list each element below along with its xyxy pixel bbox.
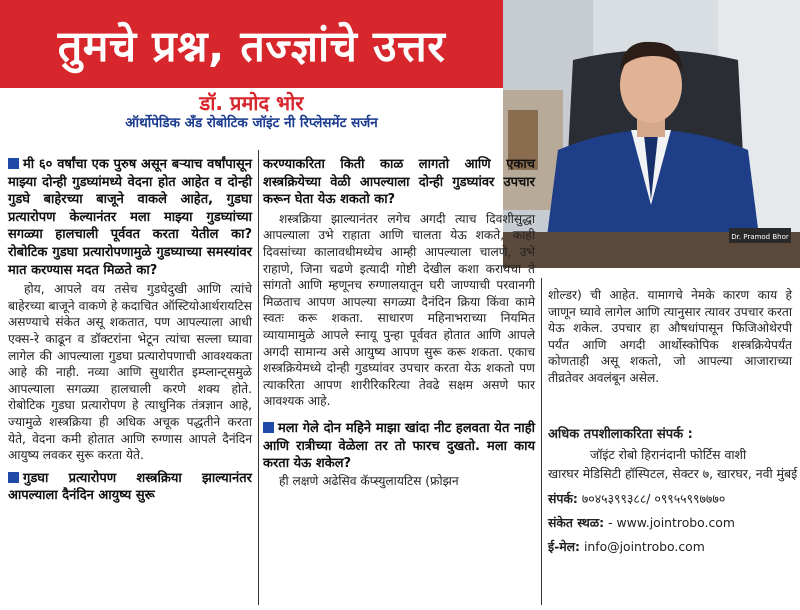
square-bullet-icon	[8, 472, 19, 483]
column-3	[548, 287, 792, 387]
headline-banner	[0, 0, 503, 88]
doctor-designation: ऑर्थोपेडिक अँड रोबोटिक जॉइंट नी रिप्लेसमेंट सर्जन	[125, 115, 378, 131]
column-1	[8, 156, 252, 505]
square-bullet-icon	[8, 158, 19, 169]
contact-email-row	[548, 537, 798, 557]
contact-heading: अधिक तपशीलाकरिता संपर्क :	[548, 427, 693, 442]
contact-phone-row	[548, 489, 798, 509]
website-label: संकेत स्थळ:	[548, 515, 605, 530]
desk-nameplate: Dr. Pramod Bhor	[731, 233, 789, 241]
email-link[interactable]: info@jointrobo.com	[583, 539, 705, 554]
contact-hospital: जॉइंट रोबो हिरानंदानी फोर्टिस वाशी	[590, 447, 747, 462]
answer-2: शस्त्रक्रिया झाल्यानंतर लगेच अगदी त्याच दिवशीसुद्धा आपल्याला उभे राहाता आणि चालता येऊ शकते, काही दिवसांच्या कालावधीमध्येच आम्ही आपल्याला चालणे, उभे राहाणे, जिना चढणे इत्यादी गोष्टी देखील कशा करायचा ते सांगतो आणि म्हणूनच रुग्णालयातून घरी जाण्याची परवानगी मिळताच आपण आपल्या सगळ्या दैनंदिन क्रिया किंवा कामे स्वतः करू शकता. साधारण महिनाभराच्या नियमित व्यायामामुळे आपले स्नायू पुन्हा पूर्ववत होतात आणि आपले अगदी सामान्य असे आयुष्य आपण सुरू करू शकता. एकाच शस्त्रक्रियेमध्ये दोन्ही गुडघ्यांवर उपचार करता येऊ शकतो पण त्याकरिता आपण शारीरिकरित्या तेवढे सक्षम असणे फार आवश्यक आहे.	[263, 211, 535, 409]
doctor-photo	[503, 0, 800, 268]
phone-label: संपर्क:	[548, 491, 578, 506]
contact-address: खारघर मेडिसिटी हॉस्पिटल, सेक्टर ७, खारघर, नवी मुंबई	[548, 466, 798, 481]
answer-3-continued: शोल्डर) ची आहेत. यामागचे नेमके कारण काय हे जाणून घ्यावे लागेल आणि त्यानुसार त्यावर उपचार करता येऊ शकेल. उपचार हा औषधांपासून फिजिओथेरपी पर्यंत आणि अगदी आर्थोस्कोपिक शस्त्रक्रियेपर्यंत कोणताही असू शकतो, जो आपल्या आजाराच्या तीव्रतेवर अवलंबून असेल.	[548, 288, 792, 385]
question-2-continued: करण्याकरिता किती काळ लागतो आणि एकाच शस्त्रक्रियेच्या वेळी आपल्याला दोन्ही गुडघ्यांवर उपचार करून घेता येऊ शकतो का?	[263, 157, 535, 208]
column-divider	[258, 150, 259, 605]
answer-1: होय, आपले वय तसेच गुडघेदुखी आणि त्यांचे बाहेरच्या बाजूने वाकणे हे कदाचित ऑस्टियोआर्थरायटिस असण्याचे संकेत असू शकतात, पण आपल्याला आधी एक्स-रे काढून व डॉक्टरांना भेटून त्यांचा सल्ला घ्यावा लागेल की आपल्याला गुडघा प्रत्यारोपणाची आवश्यकता आहे की नाही. नव्या आणि सुधारीत इम्प्लान्ट्समुळे आपल्याला सगळ्या हालचाली करणे शक्य होते. रोबोटिक गुडघा प्रत्यारोपण हे त्याधुनिक तंत्रज्ञान आहे, ज्यामुळे शस्त्रक्रिया ही अधिक अचूक पद्धतीने करता येते, वेदना कमी होतात आणि रुग्णास आपले दैनंदिन आयुष्य लवकर सुरू करता येते.	[8, 282, 252, 463]
square-bullet-icon	[263, 422, 274, 433]
headline-title: तुमचे प्रश्न, तज्ज्ञांचे उत्तर	[57, 21, 446, 72]
phone-number[interactable]: ७०४५३९९३८८/ ०९९५५९९७७७०	[581, 491, 726, 506]
contact-website-row	[548, 513, 798, 533]
byline	[0, 88, 503, 138]
email-label: ई-मेल:	[548, 539, 580, 554]
question-2: गुडघा प्रत्यारोपण शस्त्रक्रिया झाल्यानंतर आपल्याला दैनंदिन आयुष्य सुरू	[8, 470, 252, 504]
column-2	[263, 156, 535, 489]
doctor-name: डॉ. प्रमोद भोर	[199, 91, 304, 115]
column-divider	[541, 278, 542, 605]
question-1: मी ६० वर्षांचा एक पुरुष असून बऱ्याच वर्षांपासून माझ्या दोन्ही गुडघ्यांमध्ये वेदना होत आहेत व दोन्ही गुडघे बाहेरच्या बाजूने वाकले आहेत, गुडघा प्रत्यारोपण केल्यानंतर मला माझ्या गुडघ्यांच्या सगळ्या हालचाली पूर्ववत करता येतील का? रोबोटिक गुडघा प्रत्यारोपणामुळे गुडघ्याच्या समस्यांवर मात करण्यास मदत मिळते का?	[8, 157, 252, 278]
answer-3-start: ही लक्षणे अढेसिव कॅप्स्युलायटिस (फ्रोझन	[279, 473, 459, 488]
website-link[interactable]: - www.jointrobo.com	[608, 515, 735, 530]
question-3: मला गेले दोन महिने माझा खांदा नीट हलवता येत नाही आणि रात्रीच्या वेळेला तर तो फारच दुखतो. मला काय करता येऊ शकेल?	[263, 420, 535, 472]
contact-block	[548, 425, 798, 557]
